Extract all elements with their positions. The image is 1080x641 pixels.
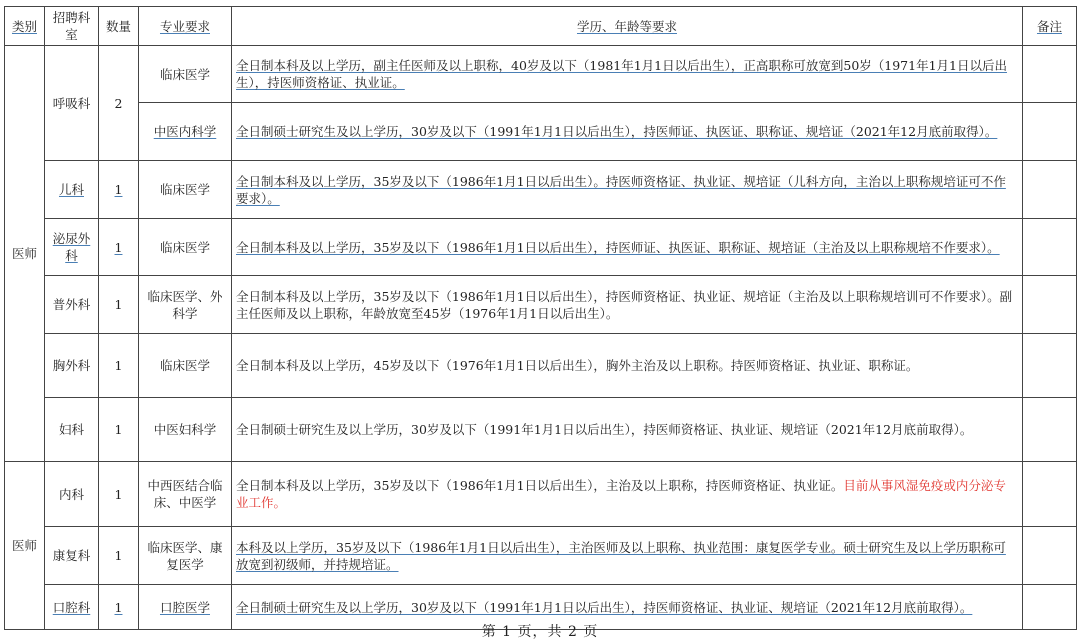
table-row <box>5 334 1077 398</box>
department-cell: 泌尿外科 <box>45 219 99 276</box>
header-quantity: 数量 <box>99 7 139 46</box>
major-cell: 临床医学 <box>139 219 232 276</box>
header-remarks: 备注 <box>1023 7 1077 46</box>
table-row <box>5 276 1077 334</box>
requirement-cell: 全日制硕士研究生及以上学历，30岁及以下（1991年1月1日以后出生），持医师资格证、执业证、规培证（2021年12月底前取得）。 <box>232 398 1023 462</box>
category-cell: 医师 <box>5 46 45 462</box>
quantity-cell: 1 <box>99 527 139 585</box>
requirement-cell: 全日制硕士研究生及以上学历，30岁及以下（1991年1月1日以后出生），持医师资格证、执业证、规培证（2021年12月底前取得）。 <box>232 585 1023 630</box>
requirement-cell: 全日制本科及以上学历，45岁及以下（1976年1月1日以后出生），胸外主治及以上职称。持医师资格证、执业证、职称证。 <box>232 334 1023 398</box>
table-row <box>5 103 1077 161</box>
major-cell: 临床医学 <box>139 46 232 103</box>
table-row <box>5 527 1077 585</box>
quantity-cell: 2 <box>99 46 139 161</box>
department-cell: 妇科 <box>45 398 99 462</box>
department-cell: 胸外科 <box>45 334 99 398</box>
remarks-cell <box>1023 46 1077 103</box>
quantity-cell: 1 <box>99 585 139 630</box>
quantity-cell: 1 <box>99 462 139 527</box>
remarks-cell <box>1023 527 1077 585</box>
quantity-cell: 1 <box>99 398 139 462</box>
department-cell: 口腔科 <box>45 585 99 630</box>
requirement-cell: 全日制本科及以上学历，副主任医师及以上职称，40岁及以下（1981年1月1日以后出生），正高职称可放宽到50岁（1971年1月1日以后出生），持医师资格证、执业证。 <box>232 46 1023 103</box>
category-cell: 医师 <box>5 462 45 630</box>
major-cell: 口腔医学 <box>139 585 232 630</box>
table-row <box>5 398 1077 462</box>
header-major: 专业要求 <box>139 7 232 46</box>
department-cell: 内科 <box>45 462 99 527</box>
header-requirements: 学历、年龄等要求 <box>232 7 1023 46</box>
remarks-cell <box>1023 219 1077 276</box>
requirement-highlight: 目前从事风湿免疫或内分泌专业工作。 <box>236 478 1006 510</box>
quantity-cell: 1 <box>99 219 139 276</box>
remarks-cell <box>1023 103 1077 161</box>
major-cell: 临床医学 <box>139 161 232 219</box>
requirement-text: 全日制本科及以上学历，35岁及以下（1986年1月1日以后出生），主治及以上职称，持医师资格证、执业证。 <box>236 478 844 493</box>
quantity-cell: 1 <box>99 276 139 334</box>
quantity-cell: 1 <box>99 161 139 219</box>
header-row <box>5 7 1077 46</box>
remarks-cell <box>1023 462 1077 527</box>
requirement-cell: 本科及以上学历，35岁及以下（1986年1月1日以后出生），主治医师及以上职称、执业范围：康复医学专业。硕士研究生及以上学历职称可放宽到初级师，并持规培证。 <box>232 527 1023 585</box>
requirement-cell: 全日制本科及以上学历，35岁及以下（1986年1月1日以后出生），持医师证、执医证、职称证、规培证（主治及以上职称规培不作要求）。 <box>232 219 1023 276</box>
table-row <box>5 219 1077 276</box>
remarks-cell <box>1023 276 1077 334</box>
requirement-cell: 全日制本科及以上学历，35岁及以下（1986年1月1日以后出生），持医师资格证、执业证、规培证（主治及以上职称规培训可不作要求）。副主任医师及以上职称，年龄放宽至45岁（1976年1月1日以后出生）。 <box>232 276 1023 334</box>
remarks-cell <box>1023 161 1077 219</box>
requirement-cell: 全日制硕士研究生及以上学历，30岁及以下（1991年1月1日以后出生），持医师证、执医证、职称证、规培证（2021年12月底前取得）。 <box>232 103 1023 161</box>
major-cell: 中医内科学 <box>139 103 232 161</box>
major-cell: 中西医结合临床、中医学 <box>139 462 232 527</box>
table-row <box>5 161 1077 219</box>
major-cell: 临床医学、外科学 <box>139 276 232 334</box>
header-category: 类别 <box>5 7 45 46</box>
department-cell: 康复科 <box>45 527 99 585</box>
quantity-cell: 1 <box>99 334 139 398</box>
major-cell: 临床医学 <box>139 334 232 398</box>
department-cell: 普外科 <box>45 276 99 334</box>
recruitment-table <box>4 6 1077 630</box>
table-row <box>5 46 1077 103</box>
department-cell: 呼吸科 <box>45 46 99 161</box>
requirement-cell <box>232 462 1023 527</box>
remarks-cell <box>1023 334 1077 398</box>
remarks-cell <box>1023 398 1077 462</box>
department-cell: 儿科 <box>45 161 99 219</box>
requirement-cell: 全日制本科及以上学历，35岁及以下（1986年1月1日以后出生）。持医师资格证、执业证、规培证（儿科方向，主治以上职称规培证可不作要求）。 <box>232 161 1023 219</box>
major-cell: 中医妇科学 <box>139 398 232 462</box>
header-department: 招聘科室 <box>45 7 99 46</box>
page-footer: 第 1 页，共 2 页 <box>481 624 599 640</box>
major-cell: 临床医学、康复医学 <box>139 527 232 585</box>
table-row <box>5 462 1077 527</box>
